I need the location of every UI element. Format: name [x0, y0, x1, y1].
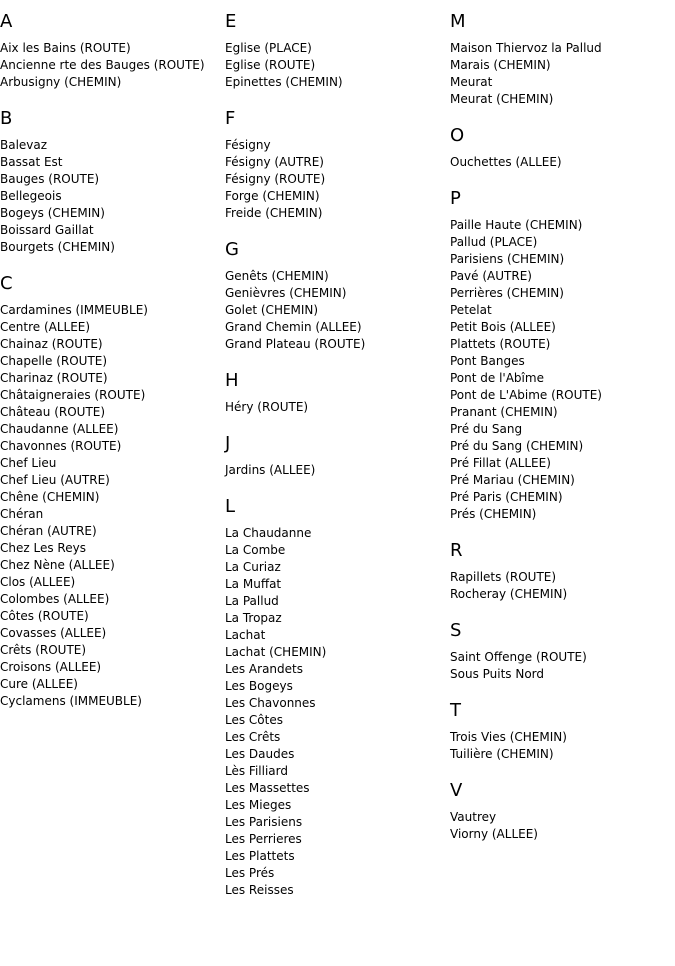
street-link[interactable]: Chapelle (ROUTE)	[0, 354, 108, 368]
street-list	[450, 40, 602, 108]
letter-heading: T	[450, 700, 461, 721]
street-link[interactable]: Chavonnes (ROUTE)	[0, 439, 122, 453]
street-link[interactable]: Arbusigny (CHEMIN)	[0, 75, 122, 89]
street-list	[0, 137, 205, 256]
street-link[interactable]: Les Bogeys	[225, 679, 293, 693]
letter-group-g	[225, 239, 365, 353]
street-link[interactable]: Pranant (CHEMIN)	[450, 405, 558, 419]
street-link[interactable]: Crêts (ROUTE)	[0, 643, 87, 657]
street-link[interactable]: Bauges (ROUTE)	[0, 172, 100, 186]
street-list	[225, 462, 365, 479]
street-link[interactable]: Charinaz (ROUTE)	[0, 371, 108, 385]
street-link[interactable]: Les Perrieres	[225, 832, 302, 846]
street-link[interactable]: Fésigny	[225, 138, 271, 152]
letter-heading: J	[225, 433, 231, 454]
street-link[interactable]: Chez Nène (ALLEE)	[0, 558, 115, 572]
street-list	[225, 525, 365, 899]
street-link[interactable]: Meurat (CHEMIN)	[450, 92, 554, 106]
letter-group-h	[225, 370, 365, 416]
street-link[interactable]: Les Crêts	[225, 730, 281, 744]
letter-heading: P	[450, 188, 461, 209]
street-list	[450, 649, 602, 683]
letter-heading: V	[450, 780, 463, 801]
street-link[interactable]: La Chaudanne	[225, 526, 312, 540]
street-link[interactable]: Ancienne rte des Bauges (ROUTE)	[0, 58, 205, 72]
street-link[interactable]: Pallud (PLACE)	[450, 235, 538, 249]
letter-group-l	[225, 496, 365, 899]
street-link[interactable]: Cyclamens (IMMEUBLE)	[0, 694, 142, 708]
street-link[interactable]: Les Massettes	[225, 781, 310, 795]
street-link[interactable]: Croisons (ALLEE)	[0, 660, 102, 674]
street-link[interactable]: Lachat (CHEMIN)	[225, 645, 327, 659]
letter-group-v	[450, 780, 602, 843]
letter-heading: E	[225, 11, 237, 32]
street-link[interactable]: Héry (ROUTE)	[225, 400, 309, 414]
street-link[interactable]: Chef Lieu	[0, 456, 57, 470]
street-link[interactable]: Chéran	[0, 507, 44, 521]
street-link[interactable]: Chêne (CHEMIN)	[0, 490, 100, 504]
street-link[interactable]: La Muffat	[225, 577, 282, 591]
index-column	[225, 0, 365, 899]
street-link[interactable]: Château (ROUTE)	[0, 405, 106, 419]
letter-heading: B	[0, 108, 13, 129]
street-link[interactable]: Perrières (CHEMIN)	[450, 286, 564, 300]
letter-group-p	[450, 188, 602, 523]
letter-heading: C	[0, 273, 13, 294]
street-link[interactable]: Pré du Sang (CHEMIN)	[450, 439, 584, 453]
letter-heading: L	[225, 496, 236, 517]
street-link[interactable]: Golet (CHEMIN)	[225, 303, 319, 317]
street-link[interactable]: Pré Mariau (CHEMIN)	[450, 473, 575, 487]
street-link[interactable]: Pont de L'Abime (ROUTE)	[450, 388, 602, 402]
street-link[interactable]: Plattets (ROUTE)	[450, 337, 551, 351]
letter-group-o	[450, 125, 602, 171]
street-link[interactable]: Les Prés	[225, 866, 275, 880]
street-link[interactable]: Centre (ALLEE)	[0, 320, 91, 334]
letter-heading: O	[450, 125, 465, 146]
street-list	[0, 40, 205, 91]
letter-group-a	[0, 11, 205, 91]
letter-heading: R	[450, 540, 463, 561]
street-link[interactable]: Bourgets (CHEMIN)	[0, 240, 115, 254]
street-list	[450, 154, 602, 171]
street-link[interactable]: Fésigny (AUTRE)	[225, 155, 324, 169]
street-link[interactable]: Meurat	[450, 75, 493, 89]
street-link[interactable]: Jardins (ALLEE)	[225, 463, 316, 477]
street-list	[225, 137, 365, 222]
letter-heading: S	[450, 620, 462, 641]
letter-group-c	[0, 273, 205, 710]
letter-group-j	[225, 433, 365, 479]
index-column	[450, 0, 602, 843]
street-link[interactable]: Covasses (ALLEE)	[0, 626, 107, 640]
street-link[interactable]: Genièvres (CHEMIN)	[225, 286, 347, 300]
street-link[interactable]: Boissard Gaillat	[0, 223, 94, 237]
street-link[interactable]: Châtaigneraies (ROUTE)	[0, 388, 146, 402]
street-link[interactable]: Pavé (AUTRE)	[450, 269, 532, 283]
street-link[interactable]: Genêts (CHEMIN)	[225, 269, 329, 283]
street-link[interactable]: Côtes (ROUTE)	[0, 609, 89, 623]
letter-heading: M	[450, 11, 466, 32]
index-column	[0, 0, 205, 710]
street-link[interactable]: Grand Chemin (ALLEE)	[225, 320, 362, 334]
letter-group-e	[225, 11, 365, 91]
street-link[interactable]: Bassat Est	[0, 155, 63, 169]
letter-heading: A	[0, 11, 13, 32]
street-link[interactable]: Les Reisses	[225, 883, 294, 897]
street-link[interactable]: Les Plattets	[225, 849, 295, 863]
street-link[interactable]: Marais (CHEMIN)	[450, 58, 551, 72]
street-link[interactable]: Tuilière (CHEMIN)	[450, 747, 554, 761]
street-link[interactable]: Petelat	[450, 303, 492, 317]
street-list	[450, 217, 602, 523]
street-link[interactable]: La Tropaz	[225, 611, 282, 625]
street-link[interactable]: Lachat	[225, 628, 266, 642]
street-link[interactable]: Chef Lieu (AUTRE)	[0, 473, 110, 487]
street-list	[450, 569, 602, 603]
street-link[interactable]: Vautrey	[450, 810, 497, 824]
street-link[interactable]: Pont de l'Abîme	[450, 371, 544, 385]
street-link[interactable]: Clos (ALLEE)	[0, 575, 76, 589]
street-link[interactable]: Chainaz (ROUTE)	[0, 337, 103, 351]
street-link[interactable]: Balevaz	[0, 138, 48, 152]
letter-heading: F	[225, 108, 236, 129]
street-link[interactable]: Les Daudes	[225, 747, 295, 761]
street-link[interactable]: Grand Plateau (ROUTE)	[225, 337, 366, 351]
street-link[interactable]: Saint Offenge (ROUTE)	[450, 650, 587, 664]
letter-group-r	[450, 540, 602, 603]
street-link[interactable]: Bellegeois	[0, 189, 62, 203]
street-link[interactable]: La Pallud	[225, 594, 279, 608]
street-list	[0, 302, 205, 710]
letter-heading: G	[225, 239, 239, 260]
street-link[interactable]: Prés (CHEMIN)	[450, 507, 537, 521]
street-link[interactable]: Ouchettes (ALLEE)	[450, 155, 562, 169]
street-link[interactable]: Trois Vies (CHEMIN)	[450, 730, 567, 744]
street-link[interactable]: Eglise (PLACE)	[225, 41, 312, 55]
street-link[interactable]: Viorny (ALLEE)	[450, 827, 538, 841]
street-link[interactable]: Les Mieges	[225, 798, 292, 812]
street-link[interactable]: Chaudanne (ALLEE)	[0, 422, 119, 436]
street-link[interactable]: Chéran (AUTRE)	[0, 524, 97, 538]
street-list	[225, 40, 365, 91]
street-link[interactable]: Eglise (ROUTE)	[225, 58, 316, 72]
street-link[interactable]: Rapillets (ROUTE)	[450, 570, 557, 584]
letter-group-m	[450, 11, 602, 108]
letter-group-f	[225, 108, 365, 222]
street-link[interactable]: Bogeys (CHEMIN)	[0, 206, 105, 220]
street-list	[225, 399, 365, 416]
street-list	[450, 729, 602, 763]
street-link[interactable]: Fésigny (ROUTE)	[225, 172, 326, 186]
street-link[interactable]: Forge (CHEMIN)	[225, 189, 320, 203]
street-link[interactable]: Epinettes (CHEMIN)	[225, 75, 343, 89]
street-link[interactable]: Parisiens (CHEMIN)	[450, 252, 565, 266]
street-link[interactable]: Pré Fillat (ALLEE)	[450, 456, 551, 470]
letter-group-s	[450, 620, 602, 683]
street-link[interactable]: Cure (ALLEE)	[0, 677, 78, 691]
street-link[interactable]: La Curiaz	[225, 560, 281, 574]
street-link[interactable]: Les Chavonnes	[225, 696, 316, 710]
street-link[interactable]: Colombes (ALLEE)	[0, 592, 110, 606]
street-link[interactable]: Pré du Sang	[450, 422, 523, 436]
street-link[interactable]: Paille Haute (CHEMIN)	[450, 218, 583, 232]
letter-group-t	[450, 700, 602, 763]
street-link[interactable]: Aix les Bains (ROUTE)	[0, 41, 131, 55]
street-link[interactable]: Cardamines (IMMEUBLE)	[0, 303, 148, 317]
street-list	[450, 809, 602, 843]
letter-heading: H	[225, 370, 239, 391]
street-link[interactable]: Petit Bois (ALLEE)	[450, 320, 556, 334]
street-link[interactable]: Pré Paris (CHEMIN)	[450, 490, 563, 504]
street-link[interactable]: Les Arandets	[225, 662, 303, 676]
street-link[interactable]: Pont Banges	[450, 354, 525, 368]
street-link[interactable]: Sous Puits Nord	[450, 667, 545, 681]
street-link[interactable]: Les Côtes	[225, 713, 283, 727]
street-link[interactable]: La Combe	[225, 543, 286, 557]
street-list	[225, 268, 365, 353]
street-link[interactable]: Rocheray (CHEMIN)	[450, 587, 568, 601]
letter-group-b	[0, 108, 205, 256]
street-link[interactable]: Lès Filliard	[225, 764, 288, 778]
street-link[interactable]: Maison Thiervoz la Pallud	[450, 41, 602, 55]
street-link[interactable]: Freide (CHEMIN)	[225, 206, 323, 220]
street-link[interactable]: Chez Les Reys	[0, 541, 86, 555]
street-link[interactable]: Les Parisiens	[225, 815, 303, 829]
